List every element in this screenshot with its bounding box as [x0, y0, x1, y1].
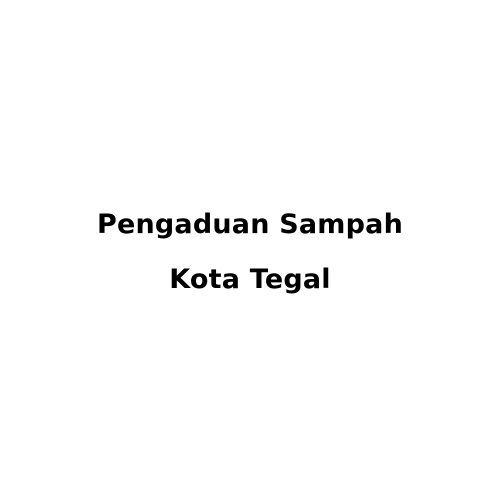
page-title [0, 197, 500, 307]
title-line-1: Pengaduan Sampah [96, 209, 404, 240]
title-line-2: Kota Tegal [169, 264, 331, 295]
